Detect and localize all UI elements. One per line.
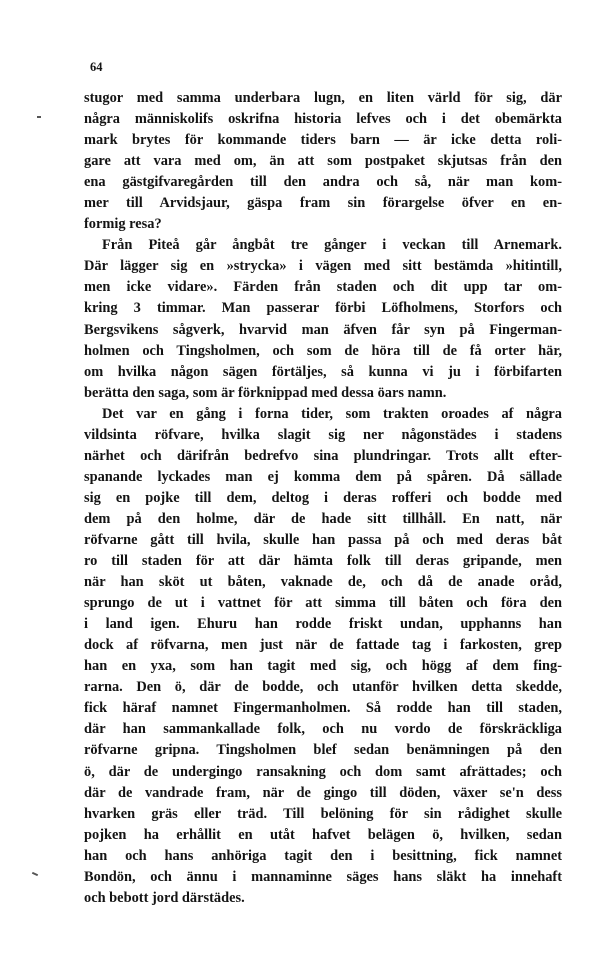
text-line: pojken ha erhållit en utåt hafvet belägen ö, hvilken, sedan <box>84 826 562 843</box>
text-line: mer till Arvidsjaur, gäspa fram sin förargelse öfver en en- <box>84 195 562 212</box>
text-line: spanande lyckades man ej komma dem på spåren. Då sällade <box>84 468 562 485</box>
text-line: formig resa? <box>84 216 162 233</box>
text-line: Det var en gång i forna tider, som trakten oroades af några <box>102 405 562 422</box>
text-line: om hvilka någon sägen förtäljes, så kunna vi ju i förbifarten <box>84 363 562 380</box>
text-line: röfvarne gått till hvila, skulle han passa på och med deras båt <box>84 531 562 548</box>
text-line: Bergsvikens sågverk, hvarvid man äfven får syn på Fingerman- <box>84 321 562 338</box>
text-line: han en yxa, som han tagit med sig, och högg af dem fing- <box>84 658 562 675</box>
text-line: och bebott jord därstädes. <box>84 889 245 906</box>
text-line: holmen och Tingsholmen, och som de höra till de få orter här, <box>84 342 562 359</box>
body-text <box>84 88 562 909</box>
text-line: berätta den saga, som är förknippad med dessa öars namn. <box>84 384 447 401</box>
text-line: sig en pojke till dem, deltog i deras rofferi och bodde med <box>84 489 562 506</box>
text-line: dem på den holme, där de hade sitt tillhåll. En natt, när <box>84 510 562 527</box>
text-line: hvarken gräs eller träd. Till belöning för sin rådighet skulle <box>84 805 562 822</box>
text-line: Från Piteå går ångbåt tre gånger i veckan till Arnemark. <box>102 237 562 254</box>
text-line: Bondön, och ännu i mannaminne säges hans släkt ha innehaft <box>84 868 562 885</box>
text-line: dock af röfvarna, men just när de fattade tag i farkosten, grep <box>84 637 562 654</box>
text-line: ö, där de undergingo ransakning och dom samt afrättades; och <box>84 763 562 780</box>
text-line: ena gästgifvaregården till den andra och så, när man kom- <box>84 174 562 191</box>
text-line: stugor med samma underbara lugn, en liten värld för sig, där <box>84 90 562 106</box>
text-line: fick häraf namnet Fingermanholmen. Så rodde han till staden, <box>84 700 562 717</box>
text-line: i land igen. Ehuru han rodde friskt undan, upphanns han <box>84 616 562 633</box>
text-line: men icke vidare». Färden från staden och dit upp tar om- <box>84 279 562 296</box>
text-line: kring 3 timmar. Man passerar förbi Löfholmens, Storfors och <box>84 300 562 317</box>
text-line: rarna. Den ö, där de bodde, och utanför hvilken detta skedde, <box>84 679 562 696</box>
text-line: röfvarne gripna. Tingsholmen blef sedan benämningen på den <box>84 742 562 759</box>
text-line: sprungo de ut i vattnet för att simma till båten och föra den <box>84 595 562 612</box>
text-line: Där lägger sig en »strycka» i vägen med sitt bestämda »hitintill, <box>84 258 562 275</box>
text-line: gare att vara med om, än att som postpaket skjutsas från den <box>84 153 562 170</box>
text-line: några människolifs oskrifna historia lefves och i det obemärkta <box>84 111 562 128</box>
text-line: när han sköt ut båten, vaknade de, och då de anade oråd, <box>84 574 562 591</box>
text-line: vildsinta röfvare, hvilka slagit sig ner någonstädes i stadens <box>84 426 562 443</box>
text-line: ro till staden för att där hämta folk till deras gripande, men <box>84 553 562 570</box>
page-number: 64 <box>90 60 103 74</box>
margin-mark <box>37 116 41 118</box>
paragraph <box>84 88 562 235</box>
paragraph <box>84 404 562 909</box>
text-line: mark brytes för kommande tiders barn — är icke detta roli- <box>84 132 562 149</box>
text-line: där de vandrade fram, när de gingo till döden, växer se'n dess <box>84 784 562 801</box>
margin-mark-bottom <box>32 872 38 876</box>
text-line: närhet och därifrån bedrefvo sina plundringar. Trots allt efter- <box>84 447 562 464</box>
text-line: där han sammankallade folk, och nu vordo de förskräckliga <box>84 721 562 738</box>
paragraph <box>84 235 562 403</box>
text-line: han och hans anhöriga tagit den i besittning, fick namnet <box>84 847 562 864</box>
